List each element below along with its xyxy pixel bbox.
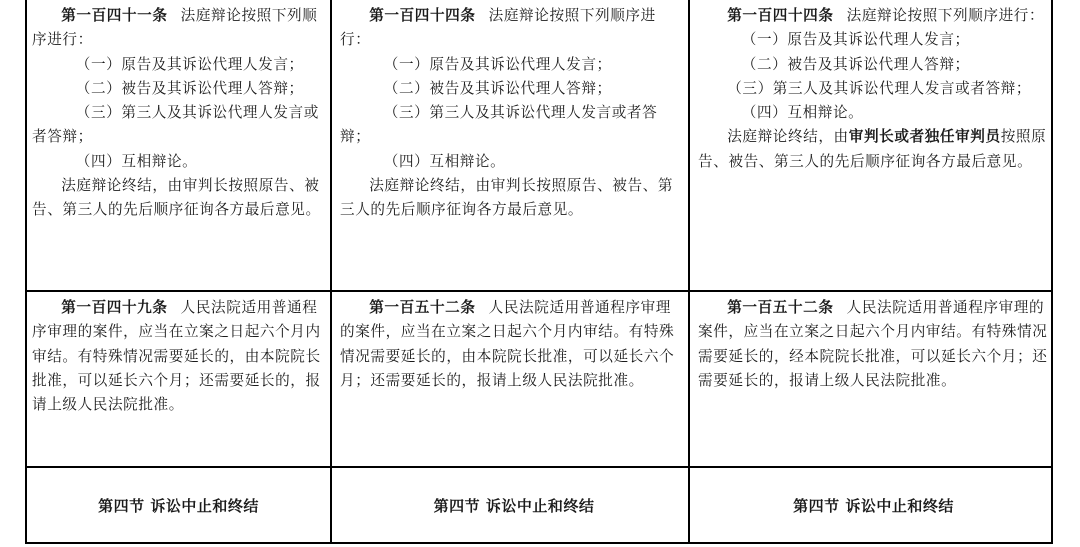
cell-article-141: [27, 0, 332, 292]
article-paragraph: [340, 4, 684, 53]
list-item: （三）第三人及其诉讼代理人发言或者答辩；: [340, 104, 658, 146]
cell-article-149: [27, 292, 332, 468]
list-item: （四）互相辩论。: [383, 152, 506, 170]
cell-section-heading: [690, 468, 1051, 542]
article-paragraph: [32, 4, 326, 53]
list-item: （四）互相辩论。: [75, 152, 198, 170]
amended-text: 审判长或者独任审判员: [848, 128, 1001, 146]
cell-article-144-new: [690, 0, 1051, 292]
article-text: 法庭辩论按照下列顺序进行：: [846, 7, 1045, 24]
article-text: 法庭辩论按照下列顺序进行：: [32, 7, 318, 49]
closing-text: 法庭辩论终结，由: [727, 128, 849, 146]
cell-article-152-old: [332, 292, 690, 468]
closing-paragraph: 法庭辩论终结，由审判长按照原告、被告、第三人的先后顺序征询各方最后意见。: [32, 177, 321, 219]
list-item: （一）原告及其诉讼代理人发言；: [741, 31, 970, 49]
article-text: 人民法院适用普通程序审理的案件，应当在立案之日起六个月内审结。有特殊情况需要延长的，由本院院长批准，可以延长六个月；还需要延长的，报请上级人民法院批准。: [32, 299, 321, 414]
article-paragraph: [698, 4, 1049, 28]
closing-paragraph: 法庭辩论终结，由审判长按照原告、被告、第三人的先后顺序征询各方最后意见。: [340, 177, 674, 219]
article-text: 法庭辩论按照下列顺序进行：: [340, 7, 656, 49]
article-paragraph: [340, 296, 684, 393]
list-item: （一）原告及其诉讼代理人发言；: [75, 55, 304, 73]
list-item: （二）被告及其诉讼代理人答辩；: [383, 79, 612, 97]
closing-paragraph: [698, 125, 1049, 174]
article-text: 人民法院适用普通程序审理的案件，应当在立案之日起六个月内审结。有特殊情况需要延长的，由本院院长批准，可以延长六个月；还需要延长的，报请上级人民法院批准。: [340, 299, 675, 389]
article-number: 第一百四十四条: [369, 7, 476, 24]
cell-section-heading: [332, 468, 690, 542]
cell-article-152-new: [690, 292, 1051, 468]
list-item: （四）互相辩论。: [741, 104, 864, 122]
article-paragraph: [32, 296, 326, 417]
article-number: 第一百五十二条: [369, 299, 476, 316]
list-item: （一）原告及其诉讼代理人发言；: [383, 55, 612, 73]
section-heading: 第四节 诉讼中止和终结: [433, 496, 595, 515]
comparison-table: [25, 0, 1053, 544]
article-paragraph: [698, 296, 1049, 393]
article-number: 第一百四十四条: [727, 7, 834, 24]
section-heading: 第四节 诉讼中止和终结: [793, 496, 954, 515]
article-text: 人民法院适用普通程序审理的案件，应当在立案之日起六个月内审结。有特殊情况需要延长的，经本院院长批准，可以延长六个月；还需要延长的，报请上级人民法院批准。: [698, 299, 1048, 389]
list-item: （三）第三人及其诉讼代理人发言或者答辩；: [727, 79, 1032, 97]
list-item: （二）被告及其诉讼代理人答辩；: [741, 55, 970, 73]
article-number: 第一百四十一条: [61, 7, 168, 24]
cell-section-heading: [27, 468, 332, 542]
section-heading: 第四节 诉讼中止和终结: [98, 496, 259, 515]
closing-text: 按照原告、被告、第三人的先后顺序征询各方最后意见。: [698, 128, 1047, 170]
article-number: 第一百四十九条: [61, 299, 168, 316]
cell-article-144-old: [332, 0, 690, 292]
list-item: （二）被告及其诉讼代理人答辩；: [75, 79, 304, 97]
list-item: （三）第三人及其诉讼代理人发言或者答辩；: [32, 104, 319, 146]
article-number: 第一百五十二条: [727, 299, 834, 316]
